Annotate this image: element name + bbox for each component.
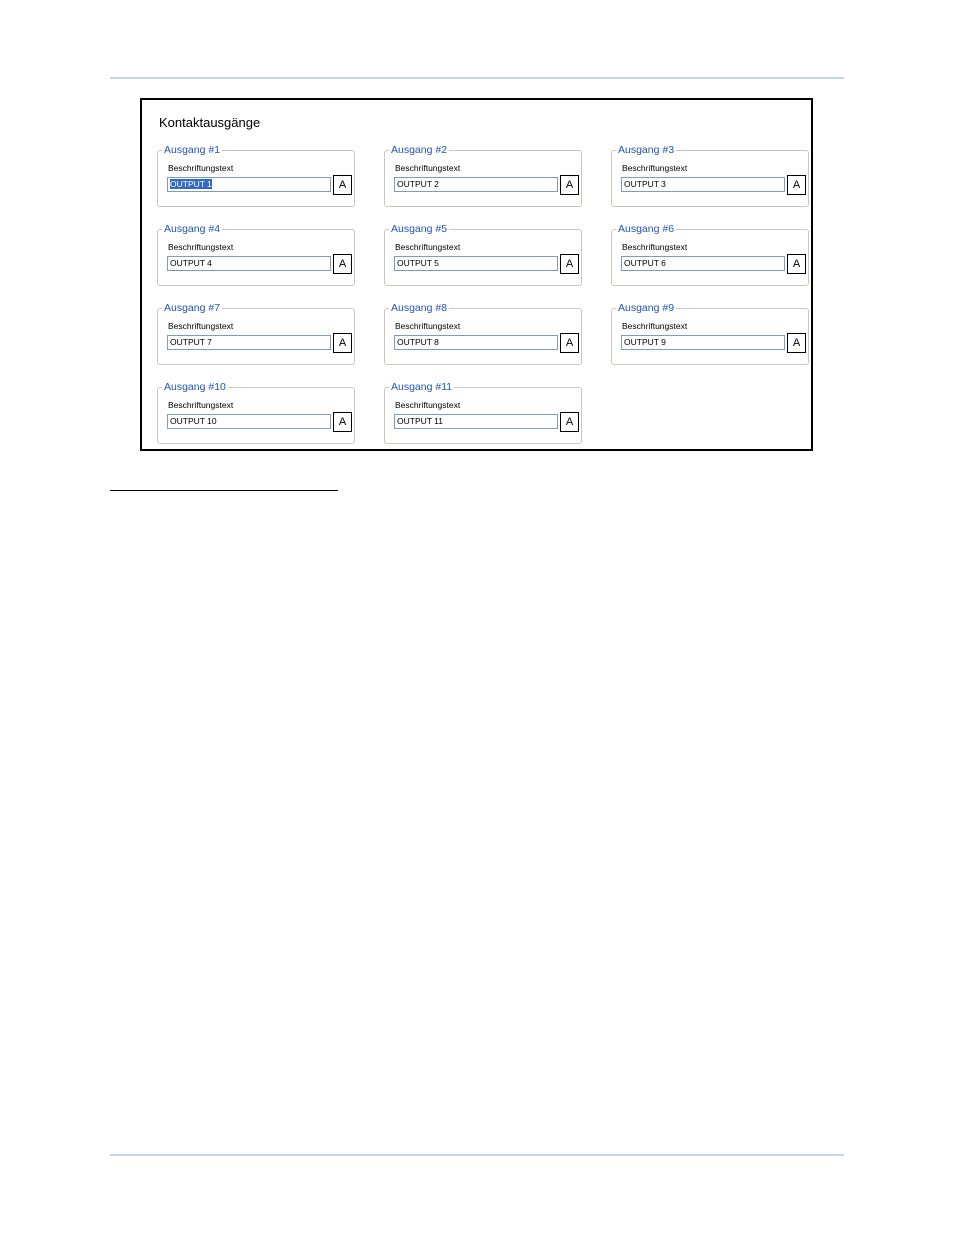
label-text-input[interactable] [167,177,331,192]
font-button[interactable] [333,412,352,432]
output-group-legend: Ausgang #8 [391,302,448,314]
label-text-caption: Beschriftungstext [395,321,461,331]
contact-outputs-screen [140,98,813,451]
font-letter-icon: A [792,179,801,191]
output-group-3 [611,144,809,207]
output-group-10 [157,381,355,444]
label-text-input[interactable] [394,414,558,429]
font-button[interactable] [560,412,579,432]
output-group-legend: Ausgang #9 [618,302,675,314]
font-button[interactable] [787,254,806,274]
output-group-legend: Ausgang #10 [164,381,226,393]
label-text-input[interactable] [621,256,785,271]
label-text-value: OUTPUT 10 [170,416,217,426]
output-group-5 [384,223,582,286]
label-text-input[interactable] [621,177,785,192]
label-text-value: OUTPUT 7 [170,337,212,347]
output-group-legend: Ausgang #1 [164,144,221,156]
label-text-value: OUTPUT 1 [170,179,212,189]
output-group-legend: Ausgang #5 [391,223,448,235]
font-letter-icon: A [565,179,574,191]
font-button[interactable] [560,333,579,353]
label-text-input[interactable] [167,335,331,350]
label-text-caption: Beschriftungstext [168,163,234,173]
label-text-caption: Beschriftungstext [168,242,234,252]
label-text-input[interactable] [621,335,785,350]
output-group-6 [611,223,809,286]
label-text-caption: Beschriftungstext [168,321,234,331]
label-text-caption: Beschriftungstext [395,242,461,252]
panel-title: Kontaktausgänge [159,115,261,130]
font-button[interactable] [560,254,579,274]
output-group-legend: Ausgang #6 [618,223,675,235]
output-group-4 [157,223,355,286]
font-letter-icon: A [338,179,347,191]
label-text-input[interactable] [167,414,331,429]
label-text-caption: Beschriftungstext [395,163,461,173]
output-group-11 [384,381,582,444]
font-button[interactable] [333,175,352,195]
output-group-legend: Ausgang #2 [391,144,448,156]
output-group-legend: Ausgang #11 [391,381,453,393]
label-text-caption: Beschriftungstext [622,163,688,173]
output-group-legend: Ausgang #3 [618,144,675,156]
label-text-value: OUTPUT 11 [397,416,443,426]
label-text-value: OUTPUT 9 [624,337,666,347]
output-group-2 [384,144,582,207]
font-letter-icon: A [565,258,574,270]
label-text-value: OUTPUT 4 [170,258,212,268]
output-group-1 [157,144,355,207]
output-group-7 [157,302,355,365]
output-group-8 [384,302,582,365]
label-text-input[interactable] [394,256,558,271]
label-text-input[interactable] [167,256,331,271]
font-button[interactable] [333,254,352,274]
font-letter-icon: A [565,416,574,428]
label-text-value: OUTPUT 3 [624,179,666,189]
font-letter-icon: A [792,337,801,349]
font-letter-icon: A [338,258,347,270]
page-header-rule [110,77,844,79]
font-letter-icon: A [338,337,347,349]
label-text-value: OUTPUT 2 [397,179,439,189]
label-text-value: OUTPUT 8 [397,337,439,347]
font-button[interactable] [333,333,352,353]
label-text-caption: Beschriftungstext [395,400,461,410]
font-button[interactable] [787,333,806,353]
label-text-value: OUTPUT 6 [624,258,666,268]
label-text-value: OUTPUT 5 [397,258,439,268]
label-text-caption: Beschriftungstext [622,242,688,252]
output-group-legend: Ausgang #4 [164,223,221,235]
label-text-input[interactable] [394,335,558,350]
output-group-legend: Ausgang #7 [164,302,221,314]
output-group-9 [611,302,809,365]
font-letter-icon: A [792,258,801,270]
font-letter-icon: A [565,337,574,349]
label-text-input[interactable] [394,177,558,192]
label-text-caption: Beschriftungstext [622,321,688,331]
label-text-caption: Beschriftungstext [168,400,234,410]
footnote-rule [110,490,338,491]
page-footer-rule [110,1154,844,1156]
font-button[interactable] [787,175,806,195]
font-letter-icon: A [338,416,347,428]
font-button[interactable] [560,175,579,195]
